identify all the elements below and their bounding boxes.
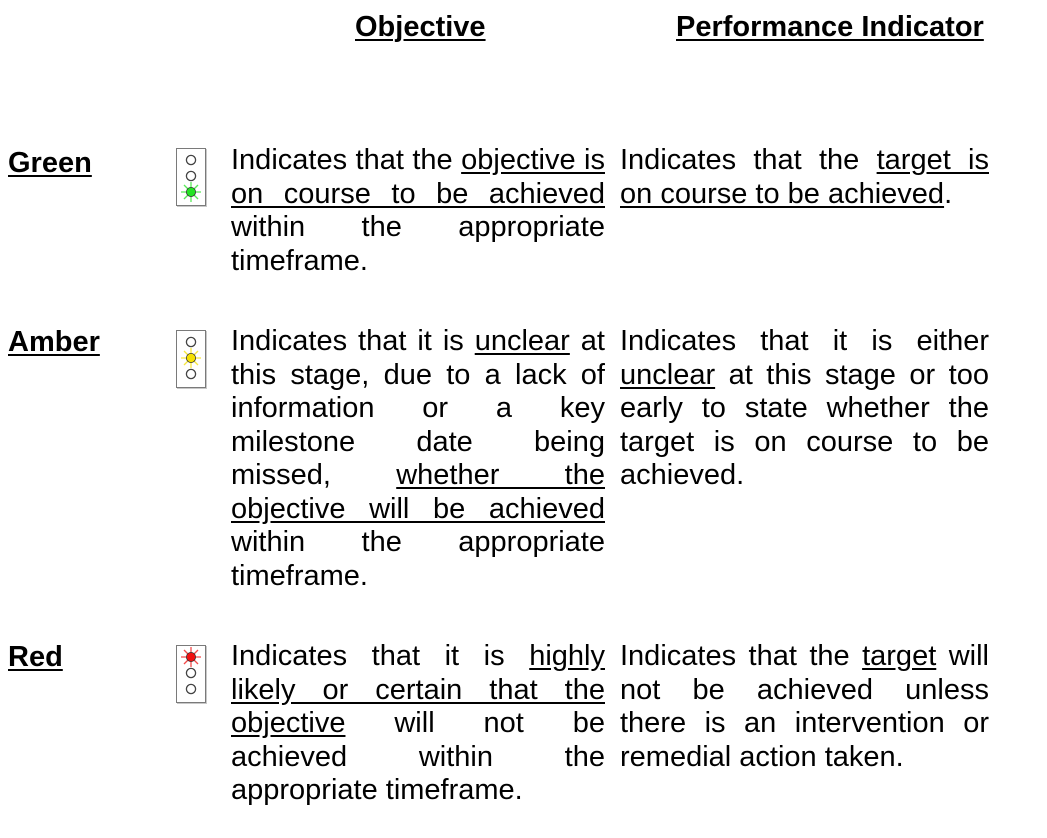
unlit-lamp-icon — [186, 684, 195, 693]
unlit-lamp-icon — [186, 668, 195, 677]
underlined-text-segment: unclear — [474, 325, 570, 357]
text-segment: Indicates that the — [620, 144, 877, 176]
green-objective-text — [231, 144, 605, 278]
text-segment: Indicates that it is either — [620, 325, 989, 357]
text-segment: within the appropriate timeframe. — [231, 526, 605, 592]
amber-objective-text — [231, 325, 605, 593]
amber-performance-text — [620, 325, 989, 493]
traffic-light-amber-icon — [176, 330, 206, 388]
text-segment: at this stage, due to a lack of information or a key milestone date being missed, — [231, 325, 605, 491]
text-segment: Indicates that it is — [231, 640, 530, 672]
text-segment: will not be achieved unless there is an intervention or remedial action taken. — [620, 640, 989, 773]
unlit-lamp-icon — [186, 369, 195, 378]
performance-indicator-header: Performance Indicator — [676, 11, 984, 43]
text-segment: . — [944, 177, 953, 210]
traffic-light-red-icon — [176, 645, 206, 703]
text-segment: will not be achieved within the appropriate timeframe. — [231, 707, 605, 806]
underlined-text-segment: target is on course to be achieved — [620, 144, 989, 210]
text-segment: at this stage or too early to state whether the target is on course to be achieved. — [620, 358, 989, 491]
underlined-text-segment: objective is on course to be achieved — [231, 144, 605, 210]
underlined-text-segment: unclear — [620, 358, 716, 391]
row-label-red: Red — [8, 641, 63, 673]
lit-lamp-icon — [181, 647, 201, 667]
green-performance-text — [620, 144, 989, 211]
unlit-lamp-icon — [186, 155, 195, 164]
lit-lamp-icon — [181, 348, 201, 368]
unlit-lamp-icon — [186, 171, 195, 180]
lit-lamp-icon — [181, 182, 201, 202]
text-segment: within the appropriate timeframe. — [231, 211, 605, 277]
traffic-light-green-icon — [176, 148, 206, 206]
underlined-text-segment: highly likely or certain that the objective — [231, 640, 605, 739]
underlined-text-segment: whether the objective will be achieved — [231, 459, 605, 525]
text-segment: Indicates that the — [231, 144, 462, 176]
objective-header: Objective — [355, 11, 486, 43]
text-segment: Indicates that the — [620, 640, 863, 672]
text-segment: Indicates that it is — [231, 325, 475, 357]
row-label-amber: Amber — [8, 326, 100, 358]
row-label-green: Green — [8, 147, 92, 179]
underlined-text-segment: target — [862, 640, 937, 672]
red-objective-text — [231, 640, 605, 808]
red-performance-text — [620, 640, 989, 774]
unlit-lamp-icon — [186, 337, 195, 346]
